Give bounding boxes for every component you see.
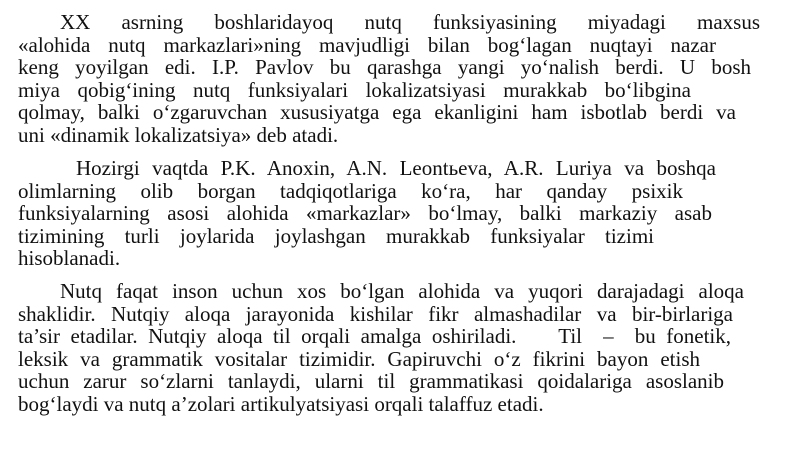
- paragraph-2-line-4: tizimining turli joylarida joylashgan murakkab funksiyalar tizimi: [18, 223, 654, 248]
- paragraph-1-line-2: «alohida nutq markazlari»ning mavjudligi bilan bog‘lagan nuqtayi nazar: [18, 32, 716, 57]
- paragraph-2-line-1: Hozirgi vaqtda P.K. Anoxin, A.N. Leontьeva, A.R. Luriya va boshqa: [76, 156, 716, 180]
- paragraph-3-line-5: uchun zarur so‘zlarni tanlaydi, ularni til grammatikasi qoidalariga asoslanib: [18, 369, 724, 393]
- paragraph-1: [18, 11, 782, 146]
- paragraph-1-line-4: miya qobig‘ining nutq funksiyalari lokalizatsiyasi murakkab bo‘libgina: [18, 77, 691, 102]
- paragraph-3-line-3: ta’sir etadilar. Nutqiy aloqa til orqali amalga oshiriladi. Til – bu fonetik,: [18, 324, 731, 348]
- paragraph-3-line-6: bog‘laydi va nutq a’zolari artikulyatsiyasi orqali talaffuz etadi.: [18, 391, 544, 416]
- paragraph-3: [18, 280, 782, 415]
- paragraph-3-line-2: shaklidir. Nutqiy aloqa jarayonida kishilar fikr almashadilar va bir-birlariga: [18, 301, 733, 326]
- paragraph-3-line-1: Nutq faqat inson uchun xos bo‘lgan alohida va yuqori darajadagi aloqa: [60, 279, 744, 303]
- paragraph-2-line-5: hisoblanadi.: [18, 246, 121, 270]
- paragraph-1-line-5: qolmay, balki o‘zgaruvchan xususiyatga ega ekanligini ham isbotlab berdi va: [18, 100, 736, 124]
- paragraph-1-line-6: uni «dinamik lokalizatsiya» deb atadi.: [18, 122, 339, 147]
- paragraph-1-line-3: keng yoyilgan edi. I.P. Pavlov bu qarashga yangi yo‘nalish berdi. U bosh: [18, 55, 751, 79]
- paragraph-1-line-1: XX asrning boshlaridayoq nutq funksiyasining miyadagi maxsus: [60, 10, 760, 34]
- paragraph-2-line-2: olimlarning olib borgan tadqiqotlariga ko‘ra, har qanday psixik: [18, 178, 683, 203]
- paragraph-2-line-3: funksiyalarning asosi alohida «markazlar» bo‘lmay, balki markaziy asab: [18, 201, 712, 225]
- paragraph-3-line-4: leksik va grammatik vositalar tizimidir. Gapiruvchi o‘z fikrini bayon etish: [18, 346, 700, 371]
- paragraph-2: [18, 157, 782, 270]
